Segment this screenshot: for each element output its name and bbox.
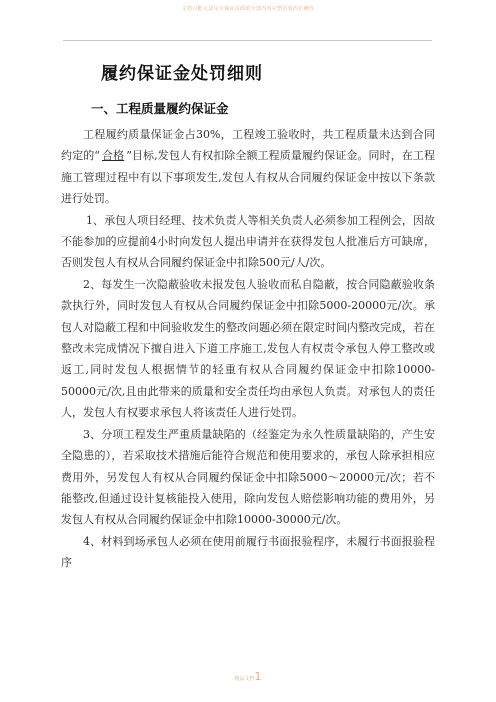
section-heading: 一、工程质量履约保证金: [91, 101, 229, 116]
document-title: 履约保证金处罚细则: [101, 64, 263, 84]
underlined-term: 合格: [101, 149, 125, 163]
clause-paragraph: 4、材料到场承包人必须在使用前履行书面报验程序，未履行书面报验程序: [61, 534, 435, 570]
intro-text-start: 工程履约质量保证金占30%，工程竣工验收时，共工程质量未达到合同约定的“: [61, 128, 435, 163]
intro-paragraph: [61, 124, 435, 210]
document-body: [61, 124, 435, 574]
intro-text-end: ”目标,发包人有权扣除全额工程质量履约保证金。同时，在工程施工管理过程中有以下事项发生,发包人有权从合同履约保证金中按以下条款进行处罚。: [61, 149, 436, 206]
clause-paragraph: 1、承包人项目经理、技术负责人等相关负责人必须参加工程例会，因故不能参加的应提前4小时向发包人提出申请并在获得发包人批准后方可缺席，否则发包人有权从合同履约保证金中扣除500元/人/次。: [61, 213, 435, 270]
page-header: 文档可能无法完全保证页面的全部内容完整有效的正确性: [181, 6, 315, 12]
header-divider: [63, 40, 432, 41]
clause-paragraph: 2、每发生一次隐蔽验收未报发包人验收而私自隐蔽，按合同隐蔽验收条款执行外，同时发包人有权从合同履约保证金中扣除5000-20000元/次。承包人对隐蔽工程和中间验收发生的整改问题必须在限定时间内整改完成，若在整改未完成情况下擅自进入下道工序施工,发包人有权责令承包人停工整改或返工,同时发包人根据情节的轻重有权从合同履约保证金中扣除10000-50000元/次,且由此带来的质量和安全责任均由承包人负责。对承包人的责任人，发包人有权要求承包人将该责任人进行处罚。: [61, 277, 435, 420]
clause-paragraph: 3、分项工程发生严重质量缺陷的（经鉴定为永久性质量缺陷的，产生安全隐患的），若采取技术措施后能符合规范和使用要求的，承包人除承担相应费用外，另发包人有权从合同履约保证金中扣除5000～20000元/次；若不能整改,但通过设计复核能投入使用，除向发包人赔偿影响功能的费用外，另发包人有权从合同履约保证金中扣除10000-30000元/次。: [61, 427, 435, 527]
footer-label: 精品文档: [234, 676, 255, 682]
page-number: 1: [254, 670, 262, 683]
page-footer: [0, 670, 496, 683]
